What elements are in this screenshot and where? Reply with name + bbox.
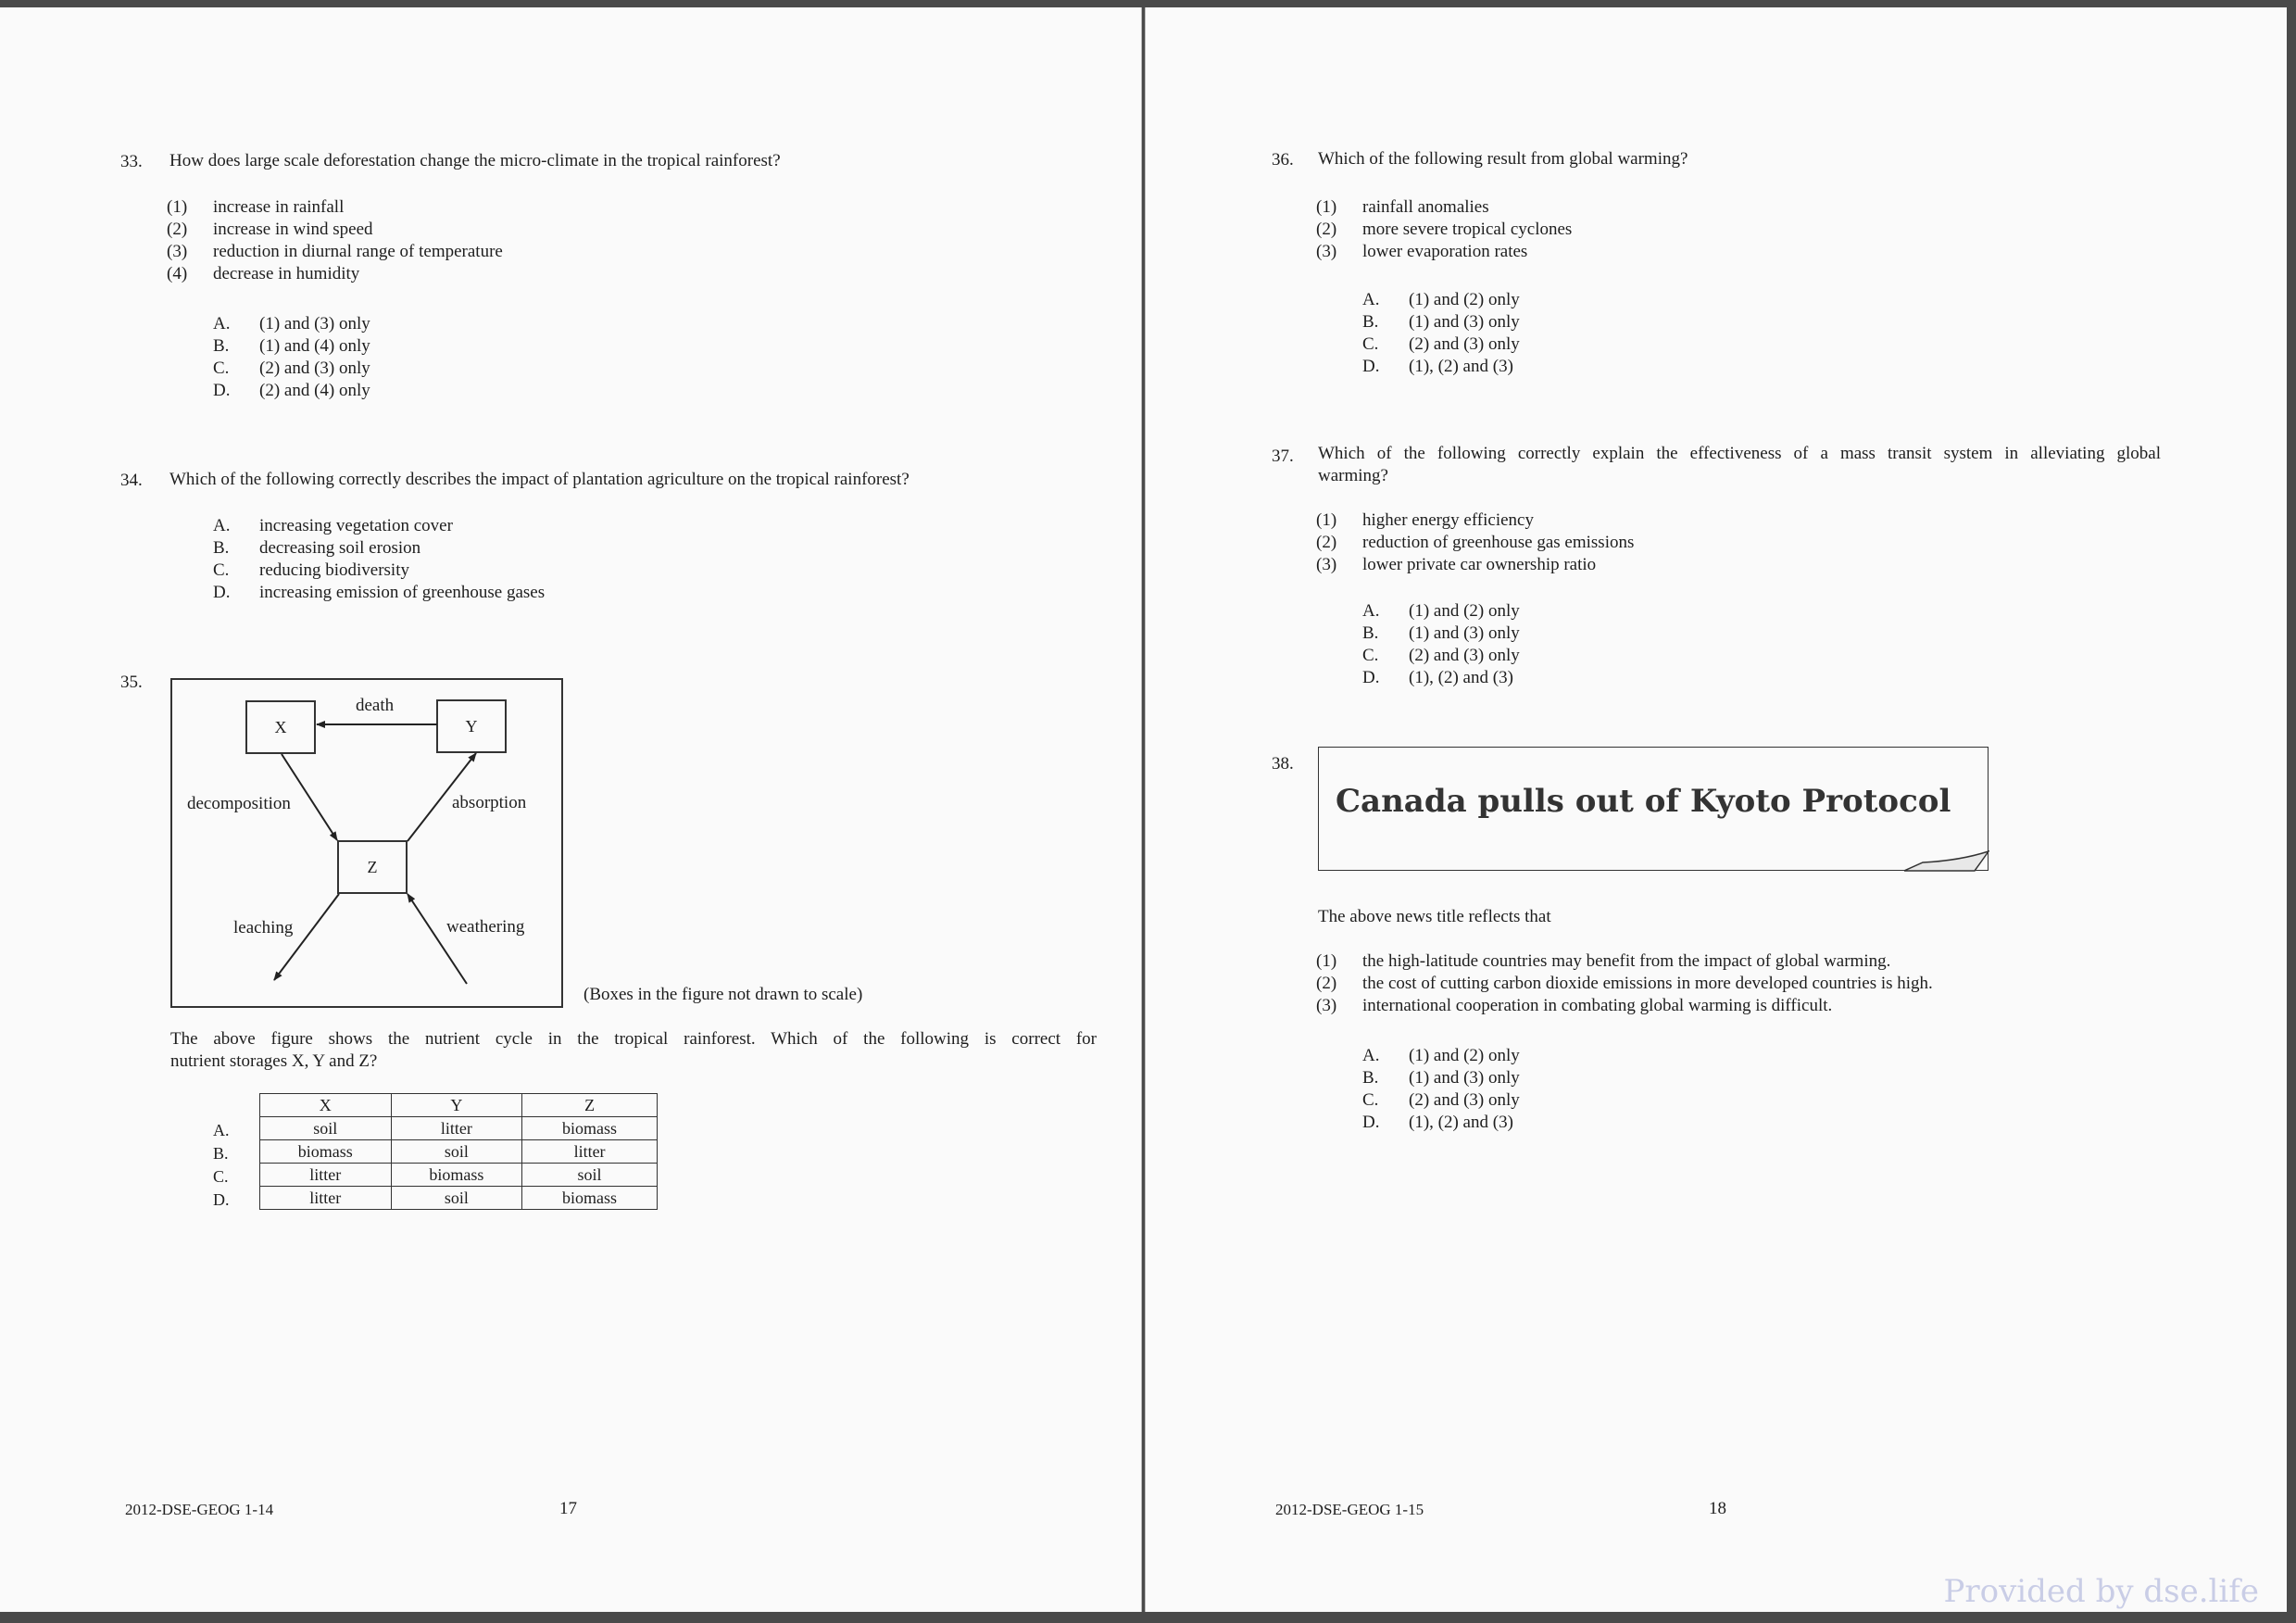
news-headline: Canada pulls out of Kyoto Protocol: [1336, 783, 1951, 820]
nutrient-cycle-diagram: [170, 678, 563, 1008]
answer-letter: C.: [213, 1167, 229, 1186]
answer-option: A. increasing vegetation cover: [213, 516, 453, 535]
answer-option: D. (1), (2) and (3): [1362, 1113, 1513, 1132]
q35-answer-table: [259, 1093, 658, 1210]
statement-item: (1) the high-latitude countries may benefit from the impact of global warming.: [1316, 951, 1891, 971]
q33-number: 33.: [120, 152, 143, 171]
decomposition-label: decomposition: [187, 794, 291, 813]
table-cell: litter: [260, 1164, 392, 1187]
answer-option: D. (1), (2) and (3): [1362, 668, 1513, 687]
q38-number: 38.: [1272, 754, 1294, 774]
right-page: [1145, 7, 2287, 1612]
statement-item: (2) more severe tropical cyclones: [1316, 220, 1573, 239]
answer-option: D. increasing emission of greenhouse gases: [213, 583, 546, 602]
table-row: [260, 1187, 658, 1210]
q35-number: 35.: [120, 673, 143, 692]
table-cell: litter: [522, 1140, 658, 1164]
weathering-label: weathering: [446, 917, 525, 937]
answer-option: D. (2) and (4) only: [213, 381, 370, 400]
q35-answer-letters: [213, 1119, 230, 1212]
answer-option: A. (1) and (3) only: [213, 314, 370, 333]
q38-text: The above news title reflects that: [1318, 907, 1551, 926]
answer-letter: A.: [213, 1121, 230, 1139]
footer-code: 2012-DSE-GEOG 1-14: [125, 1501, 274, 1518]
table-cell: biomass: [522, 1117, 658, 1140]
table-cell: soil: [391, 1140, 522, 1164]
left-page: [0, 7, 1142, 1612]
q33-statements: [167, 196, 503, 285]
answer-option: B. decreasing soil erosion: [213, 538, 421, 558]
box-y-label: Y: [465, 717, 478, 736]
absorption-label: absorption: [452, 793, 527, 812]
q36-text: Which of the following result from global warming?: [1318, 149, 1688, 169]
q37-text-line1: Which of the following correctly explain the effectiveness of a mass transit system in alleviating global: [1318, 444, 2161, 463]
answer-option: C. (2) and (3) only: [1362, 1090, 1520, 1110]
q37-statements: [1316, 510, 1634, 576]
answer-option: C. (2) and (3) only: [1362, 334, 1520, 354]
footer-code: 2012-DSE-GEOG 1-15: [1275, 1501, 1424, 1518]
statement-item: (3) international cooperation in combating global warming is difficult.: [1316, 996, 1833, 1015]
answer-option: A. (1) and (2) only: [1362, 1046, 1520, 1065]
statement-item: (3) lower private car ownership ratio: [1316, 555, 1597, 574]
table-cell: biomass: [391, 1164, 522, 1187]
box-z-label: Z: [367, 858, 378, 876]
q37-number: 37.: [1272, 447, 1294, 466]
death-label: death: [356, 696, 395, 715]
q38-statements: [1316, 950, 1933, 1017]
q36-statements: [1316, 196, 1572, 263]
q34-text: Which of the following correctly describes the impact of plantation agriculture on the tropical rainforest?: [169, 470, 910, 489]
answer-option: C. reducing biodiversity: [213, 560, 409, 580]
q34-answers: [213, 515, 545, 604]
table-header: X: [260, 1094, 392, 1117]
table-row: [260, 1117, 658, 1140]
answer-option: C. (2) and (3) only: [1362, 646, 1520, 665]
answer-letter: B.: [213, 1144, 229, 1163]
q36-number: 36.: [1272, 150, 1294, 170]
q35-text-line2: nutrient storages X, Y and Z?: [170, 1051, 378, 1071]
q36-answers: [1362, 289, 1520, 378]
table-cell: biomass: [522, 1187, 658, 1210]
diagram-scale-note: (Boxes in the figure not drawn to scale): [583, 985, 863, 1004]
table-cell: soil: [260, 1117, 392, 1140]
table-header: Y: [391, 1094, 522, 1117]
statement-item: (3) lower evaporation rates: [1316, 242, 1528, 261]
q33-text: How does large scale deforestation change the micro-climate in the tropical rainforest?: [169, 151, 781, 170]
statement-item: (2) the cost of cutting carbon dioxide emissions in more developed countries is high.: [1316, 974, 1933, 993]
page-curl-icon: [1904, 849, 1989, 872]
statement-item: (4) decrease in humidity: [167, 264, 360, 283]
answer-option: A. (1) and (2) only: [1362, 601, 1520, 621]
answer-letter: D.: [213, 1190, 230, 1209]
statement-item: (3) reduction in diurnal range of temperature: [167, 242, 503, 261]
table-cell: litter: [391, 1117, 522, 1140]
answer-option: A. (1) and (2) only: [1362, 290, 1520, 309]
answer-option: B. (1) and (3) only: [1362, 1068, 1520, 1088]
statement-item: (1) higher energy efficiency: [1316, 510, 1534, 530]
answer-option: B. (1) and (3) only: [1362, 623, 1520, 643]
news-headline-box: [1318, 747, 1989, 871]
table-header: Z: [522, 1094, 658, 1117]
table-cell: soil: [522, 1164, 658, 1187]
watermark-text: Provided by dse.life: [1943, 1573, 2259, 1610]
table-header-row: [260, 1094, 658, 1117]
statement-item: (2) increase in wind speed: [167, 220, 373, 239]
statement-item: (1) increase in rainfall: [167, 197, 345, 217]
q33-answers: [213, 313, 370, 402]
answer-option: B. (1) and (3) only: [1362, 312, 1520, 332]
table-cell: litter: [260, 1187, 392, 1210]
statement-item: (1) rainfall anomalies: [1316, 197, 1489, 217]
answer-option: C. (2) and (3) only: [213, 359, 370, 378]
statement-item: (2) reduction of greenhouse gas emissions: [1316, 533, 1635, 552]
q35-text-line1: The above figure shows the nutrient cycle in the tropical rainforest. Which of the following is correct for: [170, 1029, 1097, 1049]
answer-option: B. (1) and (4) only: [213, 336, 370, 356]
answer-option: D. (1), (2) and (3): [1362, 357, 1513, 376]
leaching-label: leaching: [233, 918, 294, 937]
table-row: [260, 1164, 658, 1187]
table-cell: biomass: [260, 1140, 392, 1164]
page-number: 17: [559, 1499, 577, 1518]
table-row: [260, 1140, 658, 1164]
q38-answers: [1362, 1045, 1520, 1134]
q34-number: 34.: [120, 471, 143, 490]
page-number: 18: [1709, 1499, 1726, 1518]
box-x-label: X: [274, 718, 287, 736]
table-cell: soil: [391, 1187, 522, 1210]
q37-answers: [1362, 600, 1520, 689]
q37-text-line2: warming?: [1318, 466, 1388, 485]
